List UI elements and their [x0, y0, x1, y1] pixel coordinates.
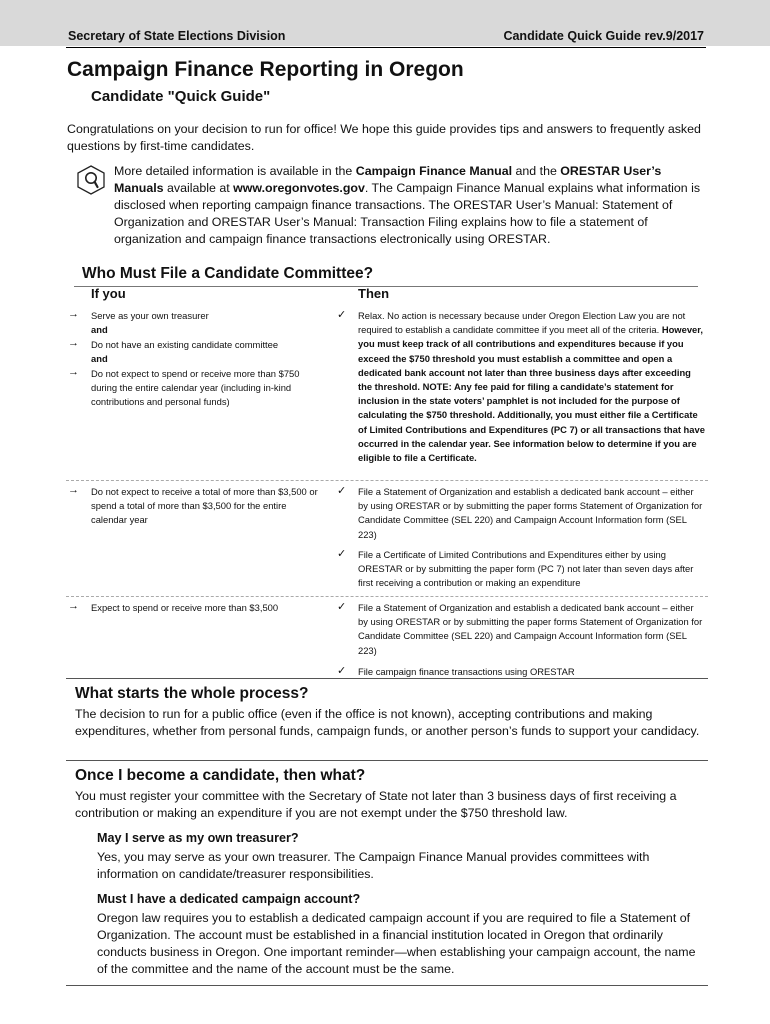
dedicated-account-question: Must I have a dedicated campaign account? — [97, 892, 361, 906]
arrow-icon: → — [68, 600, 79, 612]
r3-then-statement: File a Statement of Organization and establish a dedicated bank account – either by using ORESTAR or by submitting the paper forms Statement of Organization for Candidate Committee (SEL 220) and Campaign Account Information form (SEL 223) — [358, 602, 703, 656]
check-icon: ✓ — [337, 309, 347, 321]
once-candidate-body: You must register your committee with the Secretary of State not later than 3 business days of first receiving a contribution or making an expenditure if you are not exempt under the $750 threshold law. — [75, 789, 677, 820]
r1-and-2: and — [91, 353, 108, 364]
r1-and-1: and — [91, 324, 108, 335]
r2-then-statement: File a Statement of Organization and establish a dedicated bank account – either by using ORESTAR or by submitting the paper forms Statement of Organization for Candidate Committee (SEL 220) and Campaign Account Information form (SEL 223) — [358, 486, 703, 540]
r1-if-treasurer: Serve as your own treasurer — [91, 310, 209, 321]
oregonvotes-link: www.oregonvotes.gov — [233, 181, 365, 195]
treasurer-answer: Yes, you may serve as your own treasurer. The Campaign Finance Manual provides committees with information on candidate/treasurer responsibilities. — [97, 850, 650, 881]
r2-if: Do not expect to receive a total of more than $3,500 or spend a total of more than $3,500 for the entire calendar year — [91, 486, 318, 526]
once-candidate-heading: Once I become a candidate, then what? — [75, 767, 366, 784]
r1-if-750: Do not expect to spend or receive more than $750 during the entire calendar year (including in-kind contributions and personal funds) — [91, 368, 300, 408]
row-divider — [66, 596, 708, 597]
treasurer-question: May I serve as my own treasurer? — [97, 831, 299, 845]
arrow-icon: → — [68, 308, 79, 320]
check-icon: ✓ — [337, 601, 347, 613]
table-bottom-rule — [66, 678, 708, 679]
who-must-file-heading: Who Must File a Candidate Committee? — [82, 265, 374, 282]
check-icon: ✓ — [337, 665, 347, 677]
intro-paragraph: Congratulations on your decision to run for office! We hope this guide provides tips and answers to frequently asked questions by first-time candidates. — [67, 122, 701, 153]
header-division: Secretary of State Elections Division — [68, 29, 286, 43]
bottom-rule — [66, 985, 708, 986]
header-rule — [66, 47, 706, 48]
r2-then-certificate: File a Certificate of Limited Contributions and Expenditures either by using ORESTAR or by submitting the paper form (PC 7) not later than seven days after first receiving a contribution or making an expenditure — [358, 549, 694, 589]
col-then: Then — [358, 286, 390, 301]
r1-then: Relax. No action is necessary because under Oregon Election Law you are not required to establish a candidate committee if you meet all of the criteria. However, you must keep track of all contributions and expenditures because if you exceed the $750 threshold you must establish a committee and open a dedicated bank account not later than three business days after exceeding the threshold. NOTE: Any fee paid for filing a candidate’s statement for inclusion in the state voters’ pamphlet is not included for the purpose of calculating the $750 threshold. Additionally, you must either file a Certificate of Limited Contributions and Expenditures (PC 7) or all transactions that have occurred in the calendar year. See information below to determine if you are eligible to file a Certificate. — [358, 310, 705, 464]
r3-then-orestar: File campaign finance transactions using ORESTAR — [358, 666, 575, 677]
what-starts-body: The decision to run for a public office (even if the office is not known), accepting contributions and making expenditures, whether from personal funds, campaign funds, or another person’s funds to support your candidacy. — [75, 707, 700, 738]
r3-if: Expect to spend or receive more than $3,500 — [91, 602, 279, 613]
campaign-finance-manual-ref: Campaign Finance Manual — [355, 164, 513, 178]
check-icon: ✓ — [337, 485, 347, 497]
header-guide-revision: Candidate Quick Guide rev.9/2017 — [503, 29, 704, 43]
arrow-icon: → — [68, 484, 79, 496]
arrow-icon: → — [68, 366, 79, 378]
col-if-you: If you — [91, 286, 126, 301]
page-title: Campaign Finance Reporting in Oregon — [67, 58, 464, 81]
more-info-note: More detailed information is available in the Campaign Finance Manual and the ORESTAR User’s Manuals available at www.oregonvotes.gov. The Campaign Finance Manual explains what information is disclosed when reporting campaign finance transactions. The ORESTAR User’s Manual: Statement of Organization and ORESTAR User’s Manual: Transaction Filing explains how to file a statement of organization and campaign finance transactions electronically using ORESTAR. — [114, 164, 701, 246]
section-rule — [66, 760, 708, 761]
arrow-icon: → — [68, 337, 79, 349]
check-icon: ✓ — [337, 548, 347, 560]
row-divider — [66, 480, 708, 481]
r1-if-no-committee: Do not have an existing candidate committee — [91, 339, 279, 350]
dedicated-account-answer: Oregon law requires you to establish a dedicated campaign account if you are required to file a Statement of Organization. The account must be established in a financial institution located in Oregon that ordinarily conducts business in Oregon. One important reminder—when establishing your campaign account, the name of the committee and the name of the account must be the same. — [97, 911, 696, 976]
magnifier-icon — [76, 165, 106, 195]
what-starts-heading: What starts the whole process? — [75, 685, 309, 702]
orestar-manuals-ref: ORESTAR User’s Manuals — [114, 164, 662, 195]
page-subtitle: Candidate "Quick Guide" — [91, 88, 271, 105]
